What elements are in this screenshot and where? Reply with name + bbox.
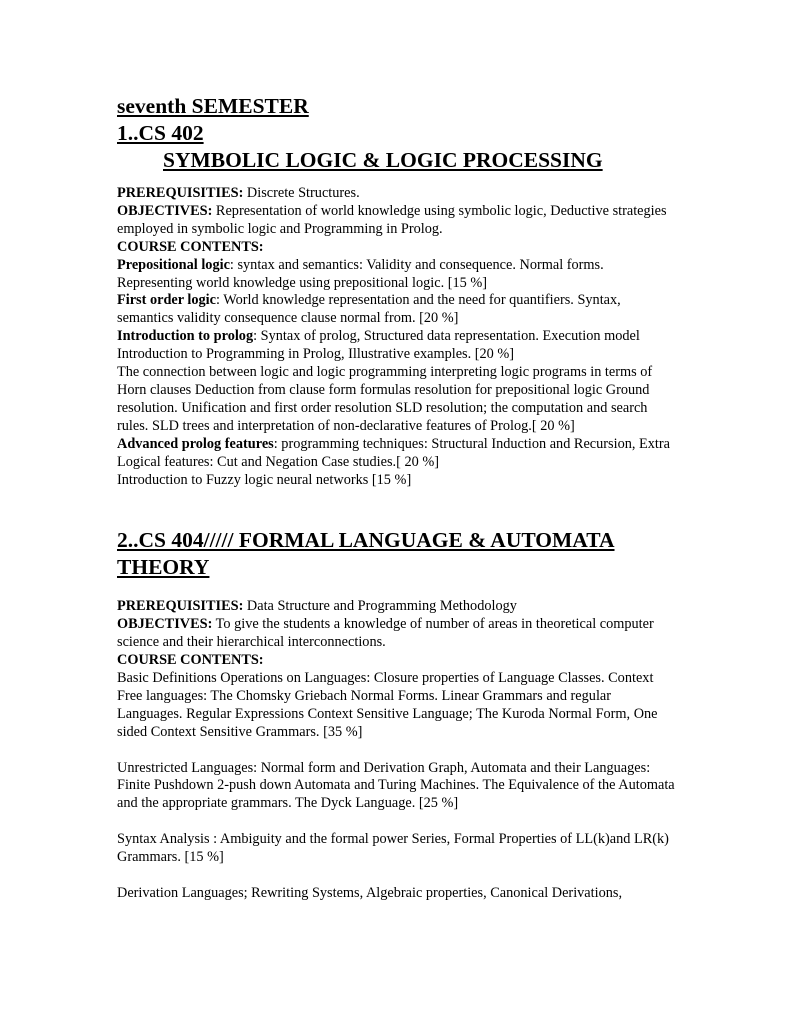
course-title-cs402: SYMBOLIC LOGIC & LOGIC PROCESSING — [163, 148, 603, 172]
course-code-cs402: 1..CS 402 — [117, 121, 204, 145]
document-page — [117, 93, 677, 903]
advanced-prolog-item: Advanced prolog features: programming techniques: Structural Induction and Recursion, Extra Logical features: Cut and Negation Case studies.[ 20 %] — [117, 435, 670, 470]
prepositional-logic-item: Prepositional logic: syntax and semantics: Validity and consequence. Normal forms. Representing world knowledge using prepositional logic. [15 %] — [117, 256, 604, 291]
course-heading-cs404: 2..CS 404///// FORMAL LANGUAGE & AUTOMATA THEORY — [117, 528, 615, 580]
prerequisites-cs404: PREREQUISITIES: Data Structure and Programming Methodology — [117, 598, 517, 615]
semester-heading: seventh SEMESTER — [117, 94, 309, 118]
objectives-cs402: OBJECTIVES: Representation of world knowledge using symbolic logic, Deductive strategies employed in symbolic logic and Programming in Prolog. — [117, 202, 667, 237]
cs404-paragraph-2: Unrestricted Languages: Normal form and Derivation Graph, Automata and their Languages: Finite Pushdown 2-push down Automata and Turing Machines. The Equivalence of the Automata and the appropriate grammars. The Dyck Language. [25 %] — [117, 759, 675, 812]
fuzzy-logic-item: Introduction to Fuzzy logic neural networks [15 %] — [117, 471, 412, 488]
cs404-paragraph-4: Derivation Languages; Rewriting Systems, Algebraic properties, Canonical Derivations, — [117, 884, 623, 901]
objectives-cs404: OBJECTIVES: To give the students a knowledge of number of areas in theoretical computer science and their hierarchical interconnections. — [117, 616, 654, 651]
first-order-logic-item: First order logic: World knowledge representation and the need for quantifiers. Syntax, semantics validity consequence clause normal from. [20 %] — [117, 292, 621, 327]
course-contents-label-cs402: COURSE CONTENTS: — [117, 238, 264, 255]
cs404-paragraph-1: Basic Definitions Operations on Languages: Closure properties of Language Classes. Context Free languages: The Chomsky Griebach Normal Forms. Linear Grammars and regular Languages. Regular Expressions Context Sensitive Language; The Kuroda Normal Form, One sided Context Sensitive Grammars. [35 %] — [117, 670, 658, 740]
prerequisites-cs402: PREREQUISITIES: Discrete Structures. — [117, 185, 360, 201]
cs404-paragraph-3: Syntax Analysis : Ambiguity and the formal power Series, Formal Properties of LL(k)and LR(k) Grammars. [15 %] — [117, 831, 669, 866]
course-contents-label-cs404: COURSE CONTENTS: — [117, 652, 264, 669]
logic-programming-item: The connection between logic and logic programming interpreting logic programs in terms of Horn clauses Deduction from clause form formulas resolution for prepositional logic Ground resolution. Unification and first order resolution SLD resolution; the computation and search rules. SLD trees and interpretation of non-declarative features of Prolog.[ 20 %] — [117, 364, 653, 434]
intro-prolog-item: Introduction to prolog: Syntax of prolog, Structured data representation. Execution model Introduction to Programming in Prolog, Illustrative examples. [20 %] — [117, 328, 640, 363]
